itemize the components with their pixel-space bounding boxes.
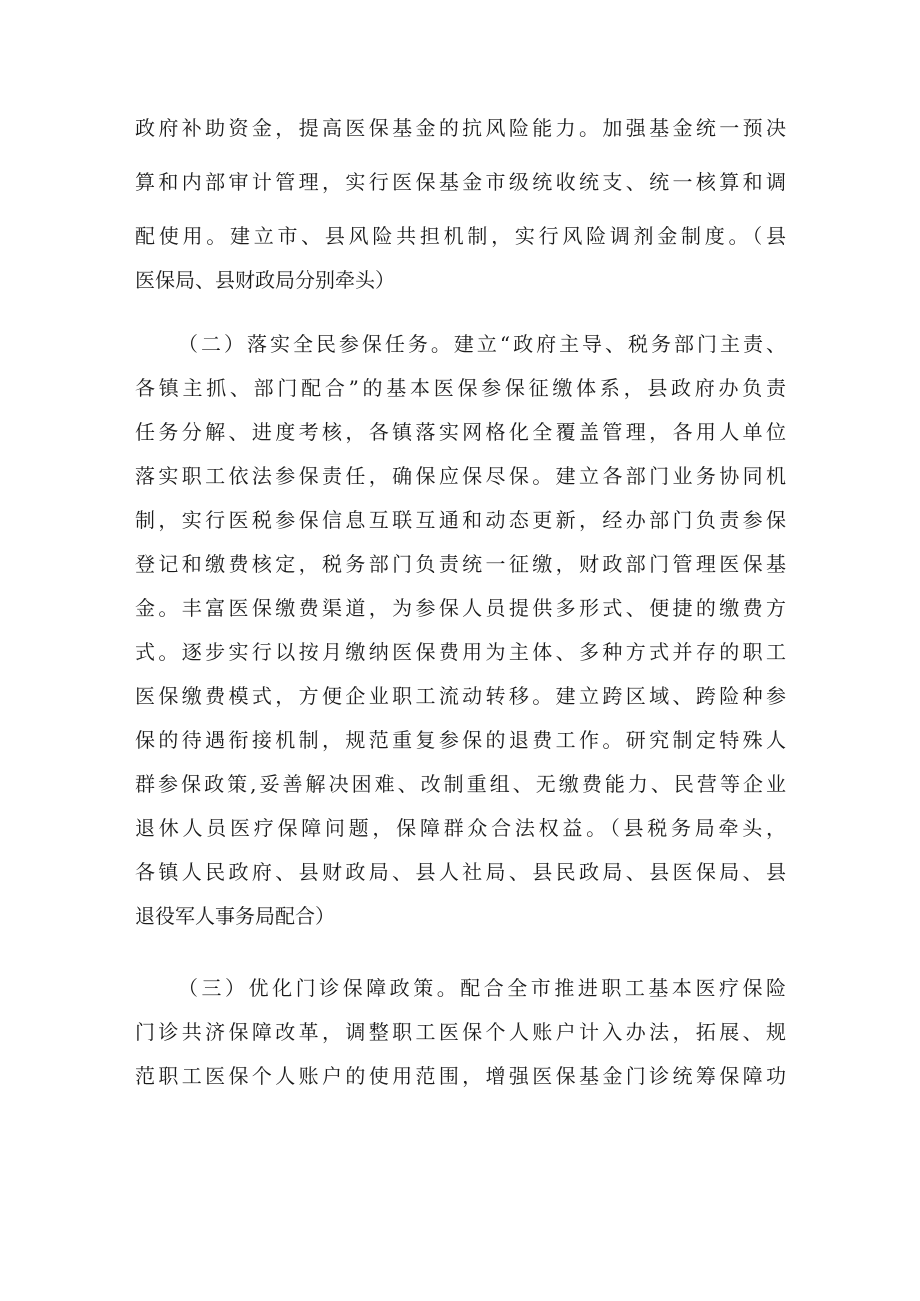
line-text: 任务分解、进度考核，各镇落实网格化全覆盖管理，各用人单位 [135, 420, 790, 444]
text-line [0, 542, 920, 586]
text-line [0, 630, 920, 674]
line-text: 保的待遇衔接机制，规范重复参保的退费工作。研究制定特殊人 [135, 728, 790, 752]
text-line [0, 454, 920, 498]
text-line [0, 718, 920, 762]
text-line [0, 762, 920, 806]
text-line [0, 894, 920, 938]
line-text: 医保局、县财政局分别牵头） [135, 268, 395, 292]
line-text: 政府补助资金，提高医保基金的抗风险能力。加强基金统一预决 [135, 116, 790, 140]
line-text: 门诊共济保障改革，调整职工医保个人账户计入办法，拓展、规 [135, 1020, 790, 1044]
text-line [0, 674, 920, 718]
line-text: （二）落实全民参保任务。建立“政府主导、税务部门主责、 [178, 332, 789, 356]
text-line [0, 498, 920, 542]
text-line [0, 214, 920, 258]
line-text: 制，实行医税参保信息互联互通和动态更新，经办部门负责参保 [135, 508, 790, 532]
text-line [0, 806, 920, 850]
text-line [0, 850, 920, 894]
line-text: 医保缴费模式，方便企业职工流动转移。建立跨区域、跨险种参 [135, 684, 790, 708]
line-text: 配使用。建立市、县风险共担机制，实行风险调剂金制度。（县 [135, 224, 790, 248]
text-line [0, 1010, 920, 1054]
text-line [0, 106, 920, 150]
text-line [0, 258, 920, 302]
text-line [0, 322, 920, 366]
text-line [0, 586, 920, 630]
line-text: 退休人员医疗保障问题，保障群众合法权益。（县税务局牵头， [135, 816, 790, 840]
line-text: 各镇人民政府、县财政局、县人社局、县民政局、县医保局、县 [135, 860, 790, 884]
line-text: 各镇主抓、部门配合”的基本医保参保征缴体系，县政府办负责 [135, 376, 790, 400]
line-text: 登记和缴费核定，税务部门负责统一征缴，财政部门管理医保基 [135, 552, 790, 576]
text-line [0, 410, 920, 454]
line-text: 退役军人事务局配合） [135, 904, 335, 928]
line-text: 落实职工依法参保责任，确保应保尽保。建立各部门业务协同机 [135, 464, 790, 488]
line-text: 金。丰富医保缴费渠道，为参保人员提供多形式、便捷的缴费方 [135, 596, 790, 620]
text-line [0, 160, 920, 204]
text-line [0, 366, 920, 410]
line-text: 算和内部审计管理，实行医保基金市级统收统支、统一核算和调 [135, 170, 790, 194]
line-text: （三）优化门诊保障政策。配合全市推进职工基本医疗保险 [178, 976, 790, 1000]
line-text: 群参保政策,妥善解决困难、改制重组、无缴费能力、民营等企业 [135, 772, 790, 796]
line-text: 范职工医保个人账户的使用范围，增强医保基金门诊统筹保障功 [135, 1064, 790, 1088]
text-line [0, 1054, 920, 1098]
text-line [0, 966, 920, 1010]
line-text: 式。逐步实行以按月缴纳医保费用为主体、多种方式并存的职工 [135, 640, 790, 664]
